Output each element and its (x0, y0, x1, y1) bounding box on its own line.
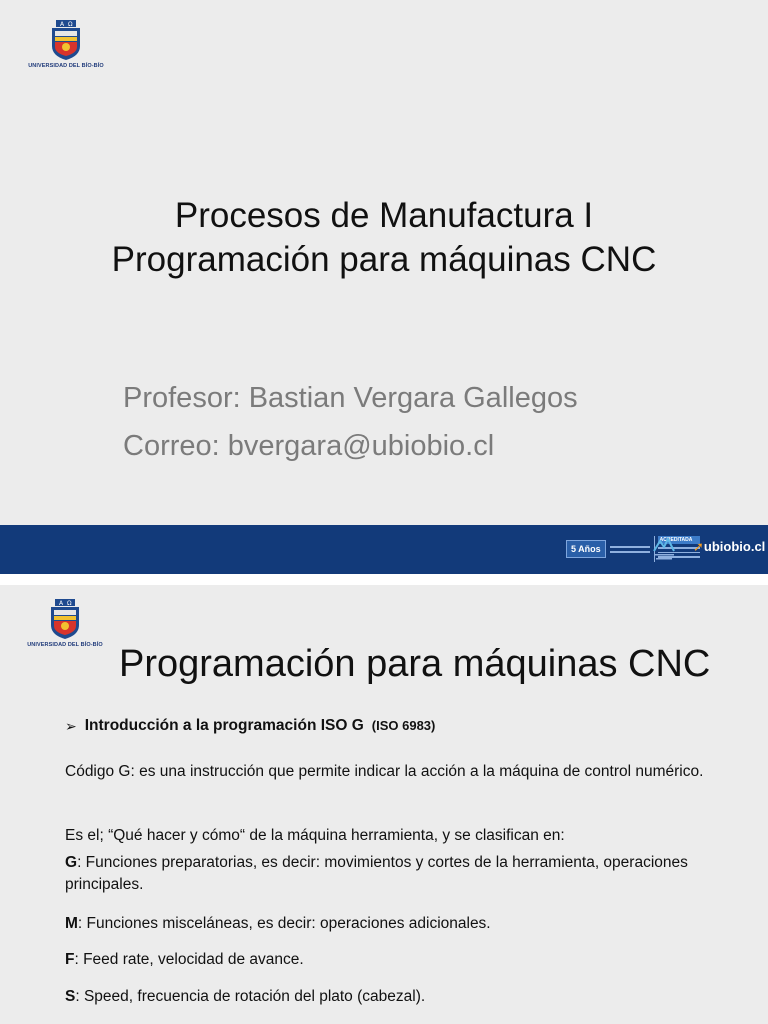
code-key: F (65, 951, 75, 968)
professor-email: Correo: bvergara@ubiobio.cl (123, 430, 495, 462)
university-crest-icon (49, 599, 81, 639)
list-item (65, 913, 745, 935)
list-item (65, 986, 745, 1008)
slide-separator (0, 574, 768, 585)
bullet-heading (65, 715, 435, 737)
footer-band (0, 525, 768, 574)
bullet-arrow-icon: ➢ (65, 718, 77, 734)
code-description: : Speed, frecuencia de rotación del plato (cabezal). (75, 988, 426, 1005)
accredited-label: ACREDITADA (658, 536, 700, 544)
university-name: UNIVERSIDAD DEL BÍO-BÍO (27, 642, 103, 648)
code-description: : Feed rate, velocidad de avance. (74, 951, 304, 968)
code-key: M (65, 915, 78, 932)
content-slide (0, 585, 768, 1024)
slide-title: Programación para máquinas CNC (119, 643, 711, 685)
university-name: UNIVERSIDAD DEL BÍO-BÍO (28, 63, 104, 69)
code-description: : Funciones misceláneas, es decir: operaciones adicionales. (77, 915, 491, 932)
university-crest-icon (50, 20, 82, 60)
arrow-icon: ➚ (693, 539, 704, 554)
accreditation-fine-print (610, 543, 650, 556)
title-line-2: Programación para máquinas CNC (111, 240, 657, 279)
code-description: : Funciones preparatorias, es decir: movimientos y cortes de la herramienta, operaciones principales. (65, 854, 688, 893)
university-logo (17, 599, 113, 648)
years-badge: 5 Años (566, 540, 606, 558)
code-key: S (65, 988, 76, 1005)
svg-text:A: A (60, 21, 65, 28)
classification-paragraph: Es el; “Qué hacer y cómo“ de la máquina herramienta, y se clasifican en: (65, 827, 565, 844)
bullet-reference: (ISO 6983) (371, 718, 436, 733)
definition-paragraph: Código G: es una instrucción que permite indicar la acción a la máquina de control numérico. (65, 763, 704, 780)
professor-name: Profesor: Bastian Vergara Gallegos (123, 382, 578, 414)
ubiobio-link[interactable] (693, 539, 765, 555)
slide-title (0, 194, 768, 282)
title-line-1: Procesos de Manufactura I (174, 196, 594, 235)
university-logo (18, 20, 114, 69)
code-key: G (65, 854, 78, 871)
accreditation-badge (566, 534, 700, 564)
list-item (65, 949, 745, 971)
cna-logo-icon (650, 535, 678, 563)
site-label: ubiobio.cl (703, 539, 766, 554)
bullet-text: Introducción a la programación ISO G (84, 717, 364, 734)
list-item (65, 852, 745, 896)
svg-text:A: A (59, 600, 64, 607)
svg-text:Ω: Ω (68, 21, 73, 28)
svg-text:Ω: Ω (67, 600, 72, 607)
